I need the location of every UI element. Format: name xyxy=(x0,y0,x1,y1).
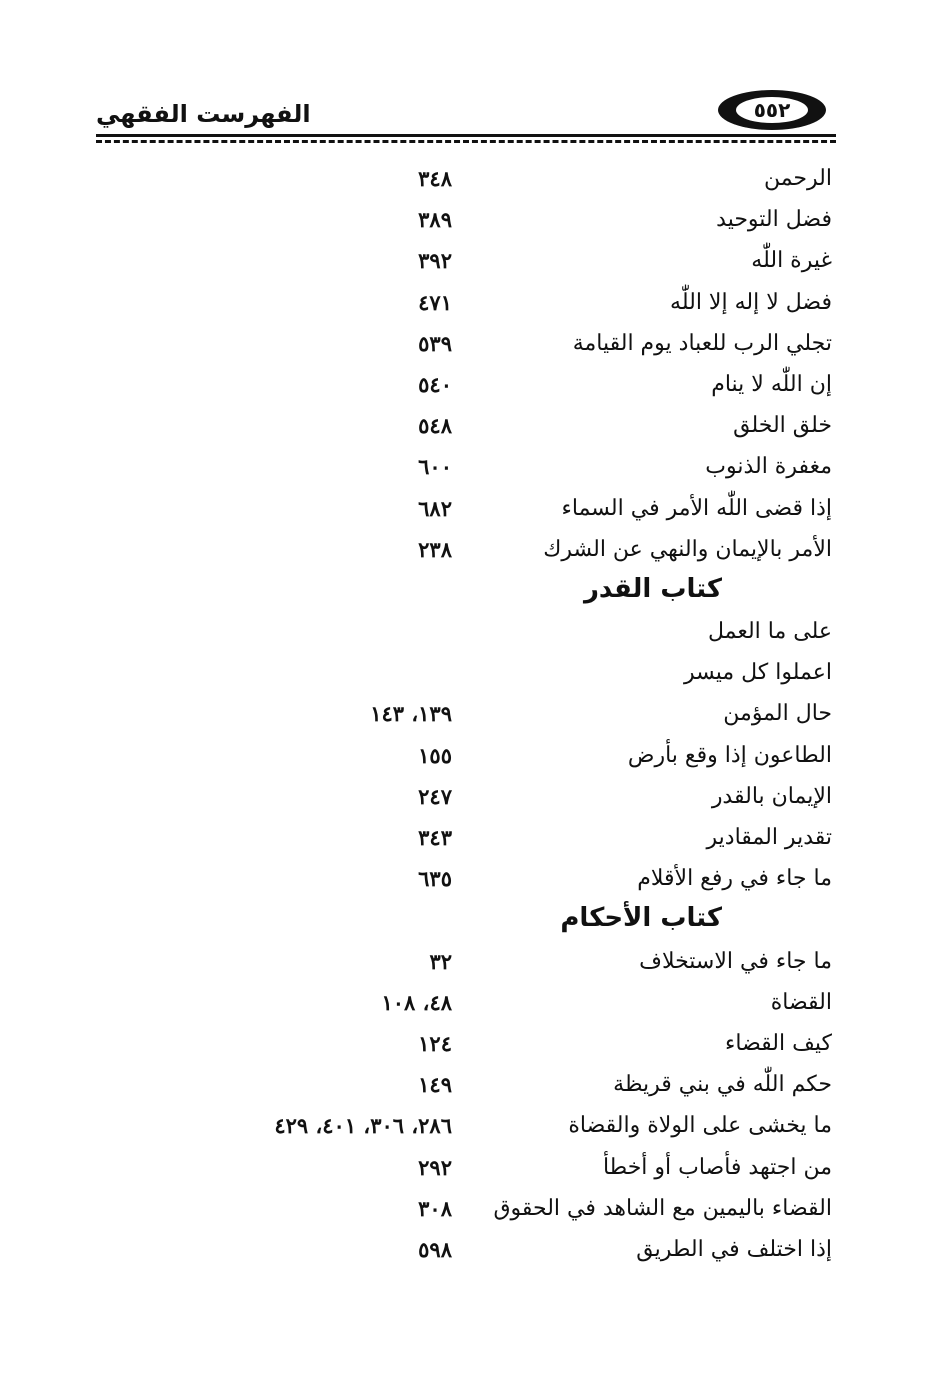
section-title: كتاب الأحكام xyxy=(560,903,722,934)
entry-topic: حكم اللّٰه في بني قريظة xyxy=(613,1072,832,1098)
entry-pages: ٥٤٠ xyxy=(418,371,452,397)
page-header xyxy=(96,88,836,136)
entry-pages: ٥٩٨ xyxy=(418,1236,452,1262)
page-number-badge xyxy=(718,90,826,130)
index-entry xyxy=(230,778,832,819)
entry-pages: ٣٤٨ xyxy=(418,166,452,191)
section-title: كتاب القدر xyxy=(583,573,722,604)
entry-topic: على ما العمل xyxy=(707,619,832,645)
entry-pages: ٥٣٩ xyxy=(418,330,452,356)
index-entry xyxy=(230,325,832,366)
entry-topic: القضاة xyxy=(770,989,832,1015)
index-entry xyxy=(230,737,832,778)
entry-pages: ٣٩٢ xyxy=(418,248,452,274)
entry-pages: ١٢٤ xyxy=(418,1030,452,1056)
entry-pages: ٤٧١ xyxy=(418,289,452,315)
entry-topic: مغفرة الذنوب xyxy=(705,454,832,480)
entry-topic: تقدير المقادير xyxy=(706,825,832,850)
index-list xyxy=(230,160,832,1272)
entry-pages: ٢٣٨ xyxy=(418,536,452,562)
entry-topic: اعملوا كل ميسر xyxy=(683,660,832,686)
entry-pages: ٥٤٨ xyxy=(418,413,452,439)
page-number: ٥٥٢ xyxy=(736,97,808,123)
entry-topic: الإيمان بالقدر xyxy=(711,783,832,809)
index-entry xyxy=(230,943,832,984)
index-entry xyxy=(230,1231,832,1272)
entry-topic: إن اللّٰه لا ينام xyxy=(711,371,832,397)
entry-pages: ٦٨٢ xyxy=(418,495,452,521)
entry-pages: ٣٢ xyxy=(429,948,452,974)
entry-pages: ١٣٩، ١٤٣ xyxy=(370,701,452,727)
entry-pages: ٢٩٢ xyxy=(418,1154,452,1180)
entry-pages: ١٥٥ xyxy=(418,742,452,768)
index-entry xyxy=(230,160,832,201)
entry-pages: ١٤٩ xyxy=(418,1072,452,1098)
entry-topic: القضاء باليمين مع الشاهد في الحقوق xyxy=(493,1195,832,1221)
entry-topic: إذا قضى اللّٰه الأمر في السماء xyxy=(561,495,832,521)
index-entry xyxy=(230,366,832,407)
entry-pages: ٢٨٦، ٣٠٦، ٤٠١، ٤٢٩ xyxy=(274,1113,452,1139)
entry-topic: فضل لا إله إلا اللّٰه xyxy=(670,289,832,315)
entry-pages: ٣٤٣ xyxy=(418,825,452,850)
entry-topic: ما جاء في رفع الأقلام xyxy=(637,866,832,892)
entry-pages: ٢٤٧ xyxy=(418,783,452,809)
index-entry xyxy=(230,695,832,736)
entry-topic: ما جاء في الاستخلاف xyxy=(639,948,832,974)
entry-topic: الأمر بالإيمان والنهي عن الشرك xyxy=(543,536,832,562)
entry-pages: ٦٠٠ xyxy=(418,454,452,480)
index-entry xyxy=(230,654,832,695)
entry-topic: ما يخشى على الولاة والقضاة xyxy=(568,1113,832,1139)
entry-topic: حال المؤمن xyxy=(723,701,832,727)
section-heading xyxy=(230,572,832,613)
entry-pages: ٤٨، ١٠٨ xyxy=(381,989,452,1015)
entry-topic: فضل التوحيد xyxy=(716,207,832,233)
index-entry xyxy=(230,984,832,1025)
header-dashed-rule xyxy=(96,140,836,143)
entry-topic: الرحمن xyxy=(763,166,832,191)
running-title: الفهرست الفقهي xyxy=(96,100,311,128)
index-entry xyxy=(230,242,832,283)
entry-pages: ٦٣٥ xyxy=(418,866,452,892)
section-heading xyxy=(230,901,832,942)
entry-topic: خلق الخلق xyxy=(733,413,832,439)
entry-topic: إذا اختلف في الطريق xyxy=(636,1236,832,1262)
index-entry xyxy=(230,1149,832,1190)
index-entry xyxy=(230,1025,832,1066)
index-entry xyxy=(230,201,832,242)
index-entry xyxy=(230,284,832,325)
entry-topic: من اجتهد فأصاب أو أخطأ xyxy=(602,1154,832,1180)
entry-topic: كيف القضاء xyxy=(725,1030,832,1056)
entry-pages: ٣٠٨ xyxy=(418,1195,452,1221)
header-rule xyxy=(96,134,836,137)
index-entry xyxy=(230,860,832,901)
index-entry xyxy=(230,819,832,860)
entry-topic: غيرة اللّٰه xyxy=(751,248,832,274)
index-entry xyxy=(230,1107,832,1148)
entry-topic: تجلي الرب للعباد يوم القيامة xyxy=(572,330,832,356)
index-entry xyxy=(230,407,832,448)
index-entry xyxy=(230,531,832,572)
index-entry xyxy=(230,1066,832,1107)
index-entry xyxy=(230,1190,832,1231)
index-entry xyxy=(230,490,832,531)
index-entry xyxy=(230,613,832,654)
index-entry xyxy=(230,448,832,489)
entry-pages: ٣٨٩ xyxy=(418,207,452,233)
entry-topic: الطاعون إذا وقع بأرض xyxy=(627,742,832,768)
